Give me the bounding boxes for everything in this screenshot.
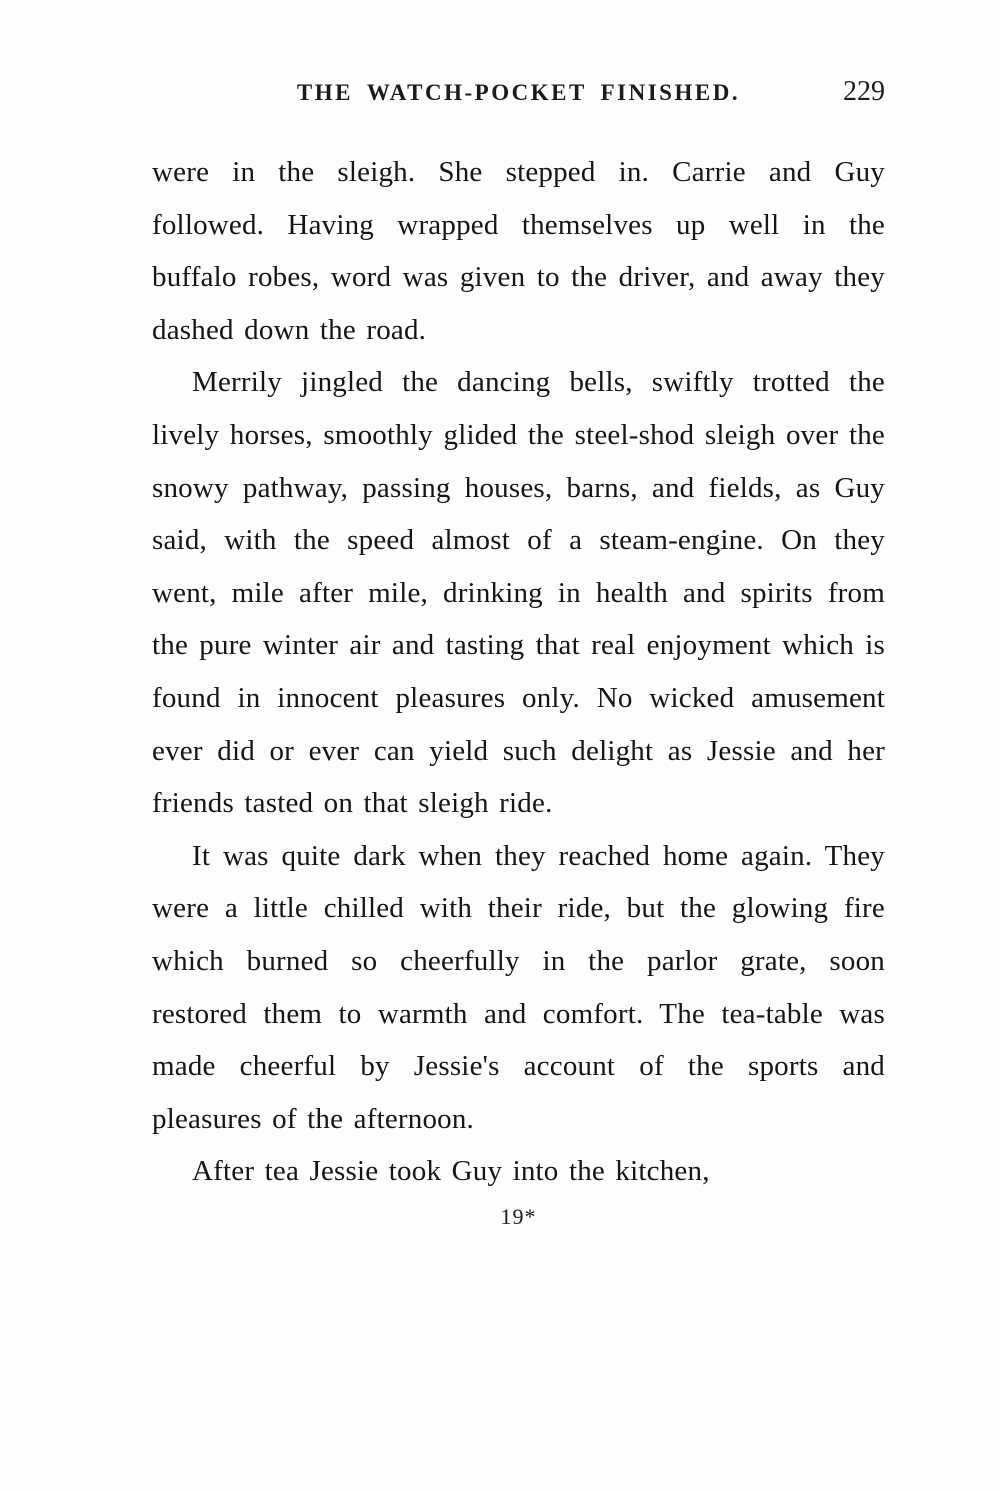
running-title: THE WATCH-POCKET FINISHED. xyxy=(296,80,741,105)
page-number: 229 xyxy=(843,76,885,107)
paragraph: After tea Jessie took Guy into the kitchen, xyxy=(192,1155,710,1188)
page-header xyxy=(152,76,885,120)
paragraph: were in the sleigh. She stepped in. Carrie and Guy followed. Having wrapped themselves up well in the buffalo robes, word was given to the driver, and away they dashed down the road. xyxy=(152,156,885,346)
signature-mark: 19* xyxy=(500,1203,537,1229)
paragraph: Merrily jingled the dancing bells, swiftly trotted the lively horses, smoothly glided the steel-shod sleigh over the snowy pathway, passing houses, barns, and fields, as Guy said, with the speed almost of a steam-engine. On they went, mile after mile, drinking in health and spirits from the pure winter air and tasting that real enjoyment which is found in innocent pleasures only. No wicked amusement ever did or ever can yield such delight as Jessie and her friends tasted on that sleigh ride. xyxy=(152,366,885,820)
paragraph: It was quite dark when they reached home again. They were a little chilled with their ride, but the glowing fire which burned so cheerfully in the parlor grate, soon restored them to warmth and comfort. The tea-table was made cheerful by Jessie's account of the sports and pleasures of the afternoon. xyxy=(152,839,885,1135)
page-body xyxy=(152,146,885,1198)
